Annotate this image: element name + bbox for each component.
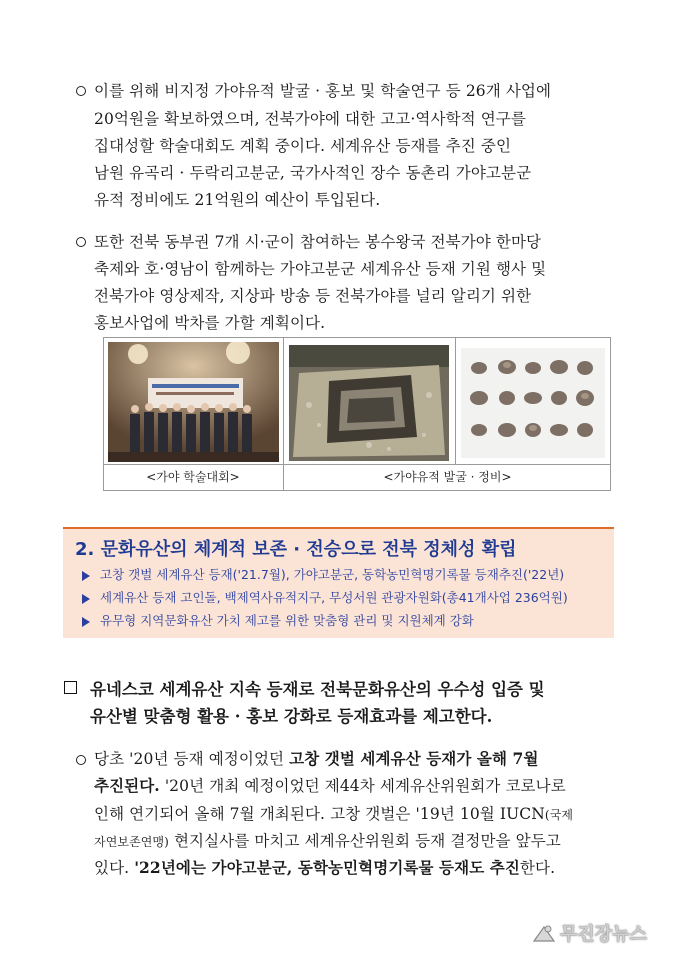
photo-conference xyxy=(108,342,279,462)
text-line: 있다. '22년에는 가야고분군, 동학농민혁명기록물 등재도 추진한다. xyxy=(94,858,556,877)
bullet-circle xyxy=(76,86,86,96)
text-line: 20억원을 확보하였으며, 전북가야에 대한 고고·역사학적 연구를 xyxy=(94,110,526,128)
text-line: 남원 유곡리 · 두락리고분군, 국가사적인 장수 동촌리 가야고분군 xyxy=(94,164,532,182)
text-line: 자연보존연맹) 현지실사를 마치고 세계유산위원회 등재 결정만을 앞두고 xyxy=(94,832,561,850)
text-line: 추진된다. '20년 개최 예정이었던 제44차 세계유산위원회가 코로나로 xyxy=(94,776,566,795)
photo-excavation xyxy=(289,345,449,461)
section-2-title: 2. 문화유산의 체계적 보존 · 전승으로 전북 정체성 확립 xyxy=(75,539,517,560)
text-line: 또한 전북 동부권 7개 시·군이 참여하는 봉수왕국 전북가야 한마당 xyxy=(94,233,542,251)
section-2-item: 세계유산 등재 고인돌, 백제역사유적지구, 무성서원 관광자원화(총41개사업 236억원) xyxy=(82,588,568,606)
text-line: 인해 연기되어 올해 7월 개최된다. 고창 갯벌은 '19년 10월 IUCN(국제 xyxy=(94,805,574,823)
watermark-logo: 무진장뉴스 xyxy=(532,920,674,954)
triangle-bullet-icon xyxy=(82,617,90,627)
text-line: 전북가야 영상제작, 지상파 방송 등 전북가야를 널리 알리기 위한 xyxy=(94,287,532,305)
text-line: 집대성할 학술대회도 계획 중이다. 세계유산 등재를 추진 중인 xyxy=(94,137,512,155)
text-line: 축제와 호·영남이 함께하는 가야고분군 세계유산 등재 기원 행사 및 xyxy=(94,260,547,278)
watermark-icon xyxy=(532,923,556,943)
headline-line: 유네스코 세계유산 지속 등재로 전북문화유산의 우수성 입증 및 xyxy=(90,680,545,699)
photo-artifacts xyxy=(461,348,605,458)
square-bullet-icon xyxy=(64,681,77,694)
text-line: 유적 정비에도 21억원의 예산이 투입된다. xyxy=(94,191,381,209)
bullet-circle xyxy=(76,237,86,247)
triangle-bullet-icon xyxy=(82,594,90,604)
text-line: 당초 '20년 등재 예정이었던 고창 갯벌 세계유산 등재가 올해 7월 xyxy=(94,749,539,768)
section-2-item: 고창 갯벌 세계유산 등재('21.7월), 가야고분군, 동학농민혁명기록물 등재추진('22년) xyxy=(82,565,564,583)
headline-line: 유산별 맞춤형 활용 · 홍보 강화로 등재효과를 제고한다. xyxy=(90,707,493,726)
bullet-circle xyxy=(76,755,86,765)
triangle-bullet-icon xyxy=(82,571,90,581)
table-divider xyxy=(455,337,456,464)
section-2-item: 유무형 지역문화유산 가치 제고를 위한 맞춤형 관리 및 지원체계 강화 xyxy=(82,611,474,629)
text-line: 홍보사업에 박차를 가할 계획이다. xyxy=(94,314,326,332)
photo-caption-left: <가야 학술대회> xyxy=(146,470,240,484)
photo-caption-right: <가야유적 발굴 · 정비> xyxy=(383,470,512,484)
text-line: 이를 위해 비지정 가야유적 발굴 · 홍보 및 학술연구 등 26개 사업에 xyxy=(94,82,552,100)
